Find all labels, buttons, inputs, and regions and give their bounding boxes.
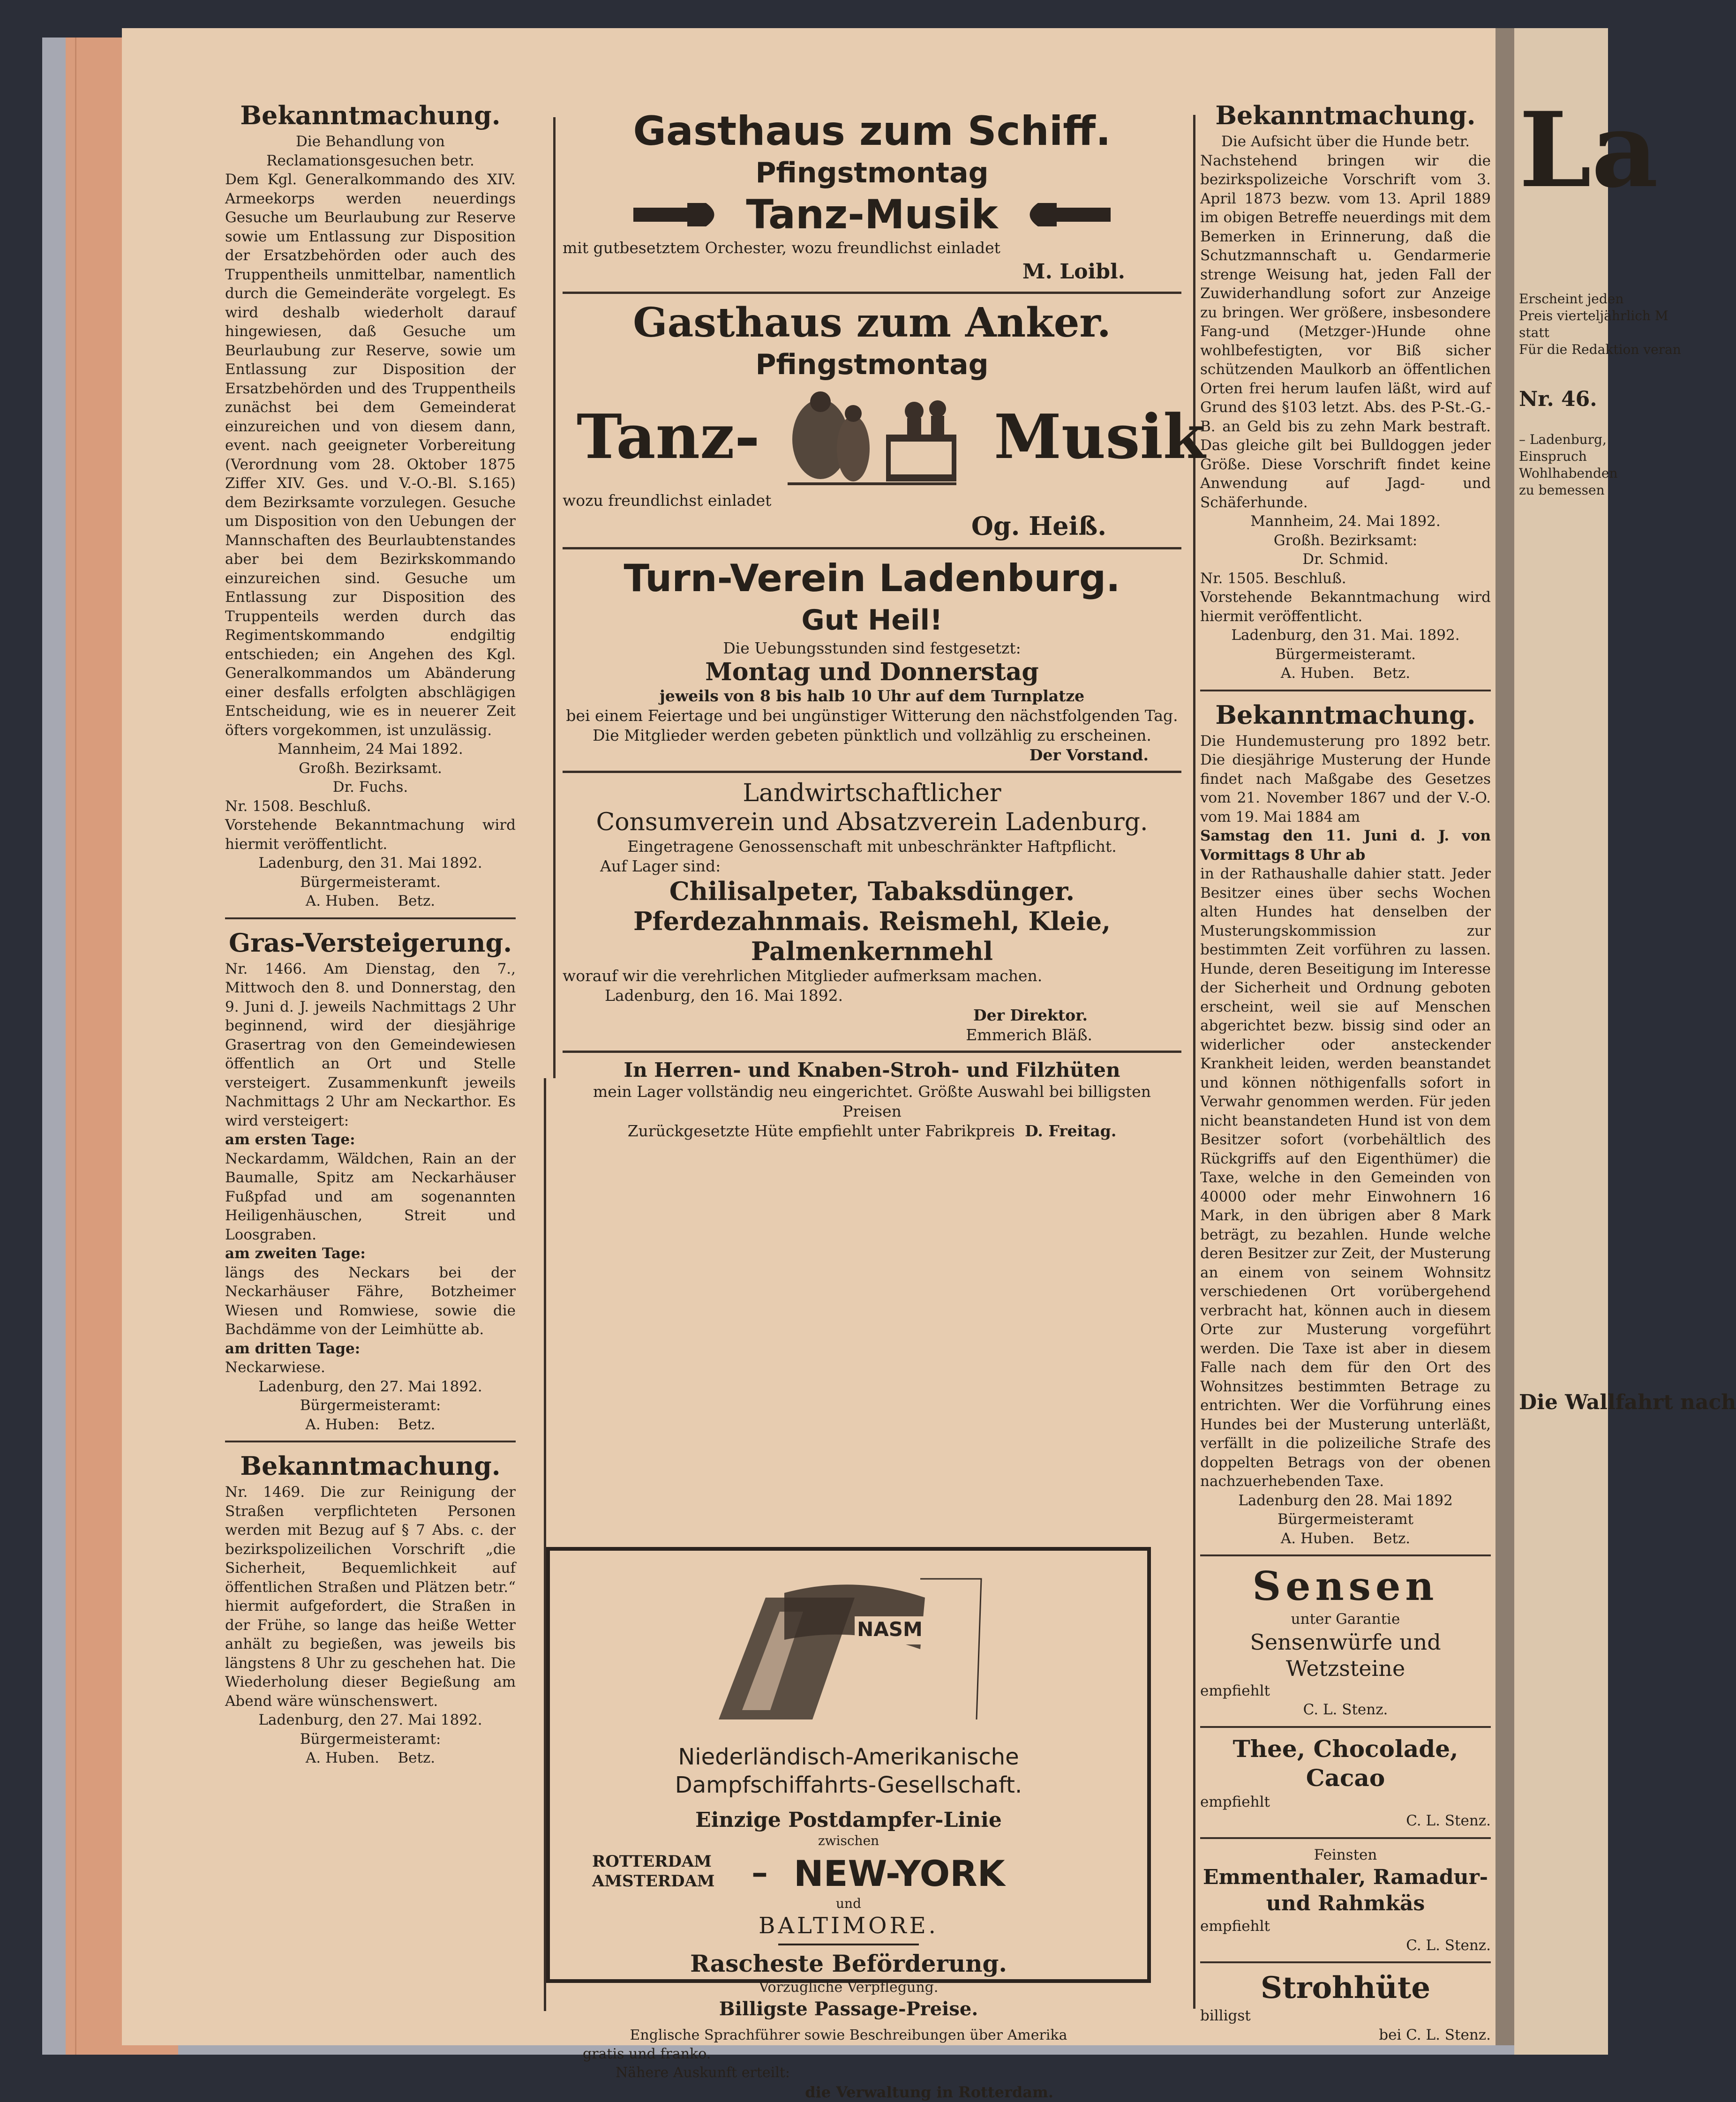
notice-office: Bürgermeisteramt. bbox=[300, 873, 441, 891]
notice-gras bbox=[225, 926, 516, 1434]
divider bbox=[225, 917, 516, 919]
divider bbox=[1200, 1837, 1491, 1839]
destination-baltimore: BALTIMORE. bbox=[759, 1913, 939, 1939]
divider bbox=[1200, 1961, 1491, 1963]
notice-office: Großh. Bezirksamt: bbox=[1273, 532, 1418, 549]
masthead-line: Preis vierteljährlich M bbox=[1519, 308, 1668, 323]
notice-body: Nachstehend bringen wir die bezirkspolizeiche Vorschrift vom 3. April 1873 bezw. vom 13. April 1889 im obigen Betreffe neuerdings mit dem Bemerken in Erinnerung, daß die Schutzmannschaft u. Gendarmerie strenge Weisung hat, jeden Fall der Zuwiderhandlung sofort zur Anzeige zu bringen. Wer größere, insbesondere Fang-und (Metzger-)Hunde ohne wohlbefestigten, vor Biß sicher schützenden Maulkorb an öffentlichen Orten frei herum laufen läßt, wird auf Grund des §103 letzt. Abs. des P-St.-G.-B. an Geld bis zu zehn Mark bestraft. Das gleiche gilt bei Bulldoggen jeder Größe. Diese Vorschrift findet keine Anwendung auf Jagd- und Schäferhunde. bbox=[1200, 152, 1491, 511]
price-note: Billigste Passage-Preise. bbox=[719, 1998, 978, 2020]
info-note: Nähere Auskunft erteilt: bbox=[616, 2064, 790, 2081]
ad-consumverein bbox=[563, 779, 1181, 1045]
ad-role: Der Direktor. bbox=[973, 1006, 1088, 1024]
middle-column bbox=[563, 108, 1206, 1141]
ad-title: Gasthaus zum Anker. bbox=[633, 299, 1111, 346]
issue-number: Nr. 46. bbox=[1519, 387, 1597, 411]
destination-newyork: NEW-YORK bbox=[794, 1853, 1005, 1894]
column-rule-left-top bbox=[553, 117, 556, 1078]
food-note: Vorzügliche Verpflegung. bbox=[759, 1979, 939, 1996]
day-text: längs des Neckars bei der Neckarhäuser Fähre, Botzheimer Wiesen und Romwiese, sowie die Bachdämme von der Leimhütte ab. bbox=[225, 1264, 516, 1338]
ad-signer: Emmerich Bläß. bbox=[966, 1026, 1092, 1044]
ad-day: Pfingstmontag bbox=[755, 157, 989, 189]
ad-date: Ladenburg, den 16. Mai 1892. bbox=[605, 986, 843, 1005]
ad-goods: Pferdezahnmais. Reismehl, Kleie, bbox=[633, 906, 1111, 936]
divider bbox=[563, 1051, 1181, 1053]
left-column bbox=[225, 98, 516, 1768]
ad-title: Consumverein und Absatzverein Ladenburg. bbox=[596, 808, 1148, 836]
ad-sensen bbox=[1200, 1563, 1491, 1719]
notice-subject: Die Aufsicht über die Hunde betr. bbox=[1221, 133, 1470, 150]
notice-signer: A. Huben. bbox=[305, 1749, 379, 1766]
day-label: am ersten Tage: bbox=[225, 1131, 355, 1148]
ad-day: Pfingstmontag bbox=[755, 348, 989, 381]
line-name: Einzige Postdampfer-Linie bbox=[695, 1808, 1002, 1832]
notice-when: Samstag den 11. Juni d. J. von Vormittags 8 Uhr ab bbox=[1200, 827, 1491, 863]
notice-date: Ladenburg, den 31. Mai 1892. bbox=[258, 855, 482, 871]
notice-body: Nr. 1469. Die zur Reinigung der Straßen verpflichteten Personen werden mit Bezug auf § 7 Abs. c. der bezirkspolizeilichen Vorschrift „die Sicherheit, Bequemlichkeit auf öffentlichen Straßen und Plätzen betr.“ hiermit aufgefordert, die Straßen in der Frühe, so lange das heiße Wetter anhält zu begießen, was jeweils bis längstens 8 Uhr zu geschehen hat. Die Wiederholung dieser Begießung am Abend wäre wünschenswert. bbox=[225, 1484, 516, 1710]
ad-recommends: empfiehlt bbox=[1200, 1793, 1270, 1810]
day-label: am zweiten Tage: bbox=[225, 1245, 366, 1262]
ad-signer: D. Freitag. bbox=[1024, 1122, 1117, 1140]
route-dash: – bbox=[752, 1853, 768, 1892]
ad-signer: bei C. L. Stenz. bbox=[1379, 2026, 1491, 2043]
notice-title: Bekanntmachung. bbox=[1215, 699, 1476, 730]
ad-stock: Auf Lager sind: bbox=[600, 857, 721, 875]
notice-subject: Die Behandlung von Reclamationsgesuchen betr. bbox=[266, 133, 474, 169]
snippet-line: Einspruch bbox=[1519, 449, 1587, 464]
ad-turnverein bbox=[563, 555, 1181, 765]
ad-title: Landwirtschaftlicher bbox=[743, 779, 1001, 807]
ad-recommends: empfiehlt bbox=[1200, 1918, 1270, 1935]
and-label: und bbox=[836, 1896, 861, 1911]
ad-recommends: empfiehlt bbox=[1200, 1682, 1270, 1699]
notice-signer: Dr. Schmid. bbox=[1302, 551, 1389, 568]
ad-title: Thee, Chocolade, Cacao bbox=[1232, 1734, 1458, 1792]
divider bbox=[225, 1441, 516, 1442]
free-note: gratis und franko. bbox=[583, 2046, 711, 2062]
steamship-illustration bbox=[700, 1569, 991, 1724]
ad-greeting: Gut Heil! bbox=[801, 604, 943, 637]
dancers-illustration bbox=[778, 383, 961, 491]
snippet-line: Wohlhabenden bbox=[1519, 465, 1618, 481]
divider bbox=[1200, 1554, 1491, 1556]
ad-time: jeweils von 8 bis halb 10 Uhr auf dem Turnplatze bbox=[659, 687, 1085, 705]
notice-decree: Nr. 1508. Beschluß. bbox=[225, 797, 371, 815]
day-text: Neckardamm, Wäldchen, Rain an der Baumalle, Spitz am Neckarhäuser Fußpfad und am sogenannten Heiligenhäuschen, Streit und Loosgraben. bbox=[225, 1150, 516, 1243]
divider bbox=[563, 547, 1181, 549]
ad-text: Zurückgesetzte Hüte empfiehlt unter Fabrikpreis bbox=[627, 1122, 1015, 1140]
ad-gasthaus-anker bbox=[563, 299, 1206, 541]
ad-event-left: Tanz- bbox=[577, 401, 760, 473]
ad-title: Gasthaus zum Schiff. bbox=[633, 108, 1111, 155]
ad-event: Tanz-Musik bbox=[746, 191, 998, 238]
ad-signer: C. L. Stenz. bbox=[1406, 1937, 1491, 1954]
notice-title: Bekanntmachung. bbox=[1215, 100, 1476, 130]
notice-office: Großh. Bezirksamt. bbox=[299, 759, 442, 777]
snippet-line: zu bemessen bbox=[1519, 482, 1605, 498]
notice-title: Gras-Versteigerung. bbox=[228, 927, 512, 958]
ad-title: In Herren- und Knaben-Stroh- und Filzhüten bbox=[624, 1059, 1120, 1081]
fast-delivery: Raschestе Beförderung. bbox=[690, 1950, 1007, 1977]
ad-strohhuete bbox=[1200, 1970, 1491, 2044]
notice-office: Bürgermeisteramt: bbox=[300, 1730, 441, 1748]
next-page-content bbox=[1519, 89, 1736, 1416]
day-label: am dritten Tage: bbox=[225, 1340, 361, 1357]
snippet-line: – Ladenburg, bbox=[1519, 432, 1607, 447]
ad-line: Die Uebungsstunden sind festgesetzt: bbox=[723, 639, 1021, 657]
notice-signer: Dr. Fuchs. bbox=[332, 779, 408, 796]
notice-streets bbox=[225, 1449, 516, 1768]
notice-signer: A. Huben. bbox=[1280, 1530, 1354, 1547]
company-name: Dampfschiffahrts-Gesellschaft. bbox=[675, 1772, 1022, 1798]
notice-decree-text: Vorstehende Bekanntmachung wird hiermit veröffentlicht. bbox=[225, 817, 516, 853]
ad-text: wozu freundlichst einladet bbox=[563, 491, 772, 510]
notice-title: Bekanntmachung. bbox=[240, 100, 501, 130]
pointing-hand-left-icon bbox=[1019, 201, 1113, 229]
ad-finest: Feinsten bbox=[1314, 1846, 1377, 1863]
ad-note: bei einem Feiertage und bei ungünstiger Witterung den nächstfolgenden Tag. bbox=[566, 706, 1178, 725]
notice-dogs bbox=[1200, 98, 1491, 683]
right-column bbox=[1200, 98, 1491, 2044]
ad-title: Sensen bbox=[1252, 1563, 1439, 1609]
ad-signer: Og. Heiß. bbox=[971, 511, 1106, 541]
notice-place-date: Mannheim, 24 Mai 1892. bbox=[278, 741, 463, 758]
pointing-hand-right-icon bbox=[631, 201, 725, 229]
notice-suffix: Betz. bbox=[398, 1749, 436, 1766]
ship-line-ad bbox=[546, 1547, 1151, 2101]
notice-decree: Nr. 1505. Beschluß. bbox=[1200, 570, 1346, 587]
ad-signer: M. Loibl. bbox=[1022, 260, 1125, 284]
guides-note: Englische Sprachführer sowie Beschreibungen über Amerika bbox=[630, 2027, 1067, 2043]
notice-suffix: Betz. bbox=[398, 1416, 436, 1433]
ad-title: Emmenthaler, Ramadur-und Rahmkäs bbox=[1202, 1865, 1488, 1915]
ad-text: mein Lager vollständig neu eingerichtet. Größte Auswahl bei billigsten Preisen bbox=[593, 1082, 1151, 1120]
flag-label: NASM bbox=[857, 1618, 923, 1641]
ad-event-right: Musik bbox=[994, 401, 1206, 473]
between-label: zwischen bbox=[818, 1833, 879, 1848]
notice-signer: A. Huben: bbox=[305, 1416, 380, 1433]
port-amsterdam: AMSTERDAM bbox=[592, 1872, 715, 1891]
page-edge-line bbox=[75, 38, 76, 2055]
notice-suffix: Betz. bbox=[1373, 665, 1411, 682]
masthead-line: Erscheint jeden bbox=[1519, 291, 1624, 307]
notice-title: Bekanntmachung. bbox=[240, 1451, 501, 1481]
notice-date: Ladenburg, den 31. Mai. 1892. bbox=[1231, 627, 1460, 644]
ad-title: Turn-Verein Ladenburg. bbox=[624, 556, 1120, 600]
notice-office: Bürgermeisteramt. bbox=[1275, 646, 1416, 663]
ad-gasthaus-schiff bbox=[563, 108, 1181, 286]
ad-items: Sensenwürfe und Wetzsteine bbox=[1250, 1629, 1441, 1681]
masthead: La bbox=[1519, 89, 1659, 210]
masthead-line: statt bbox=[1519, 325, 1549, 340]
column-rule-right bbox=[1193, 115, 1195, 2009]
day-text: Neckarwiese. bbox=[225, 1359, 325, 1376]
notice-date: Ladenburg, den 27. Mai 1892. bbox=[258, 1378, 482, 1395]
notice-body: in der Rathaushalle dahier statt. Jeder Besitzer eines über sechs Wochen alten Hundes hat denselben der Musterungskommission zur bestimmten Zeit vorführen zu lassen. Hunde, deren Beseitigung im Interesse der Sicherheit und Ordnung geboten erscheint, weil sie auf Menschen abgerichtet bezw. bissig sind oder an widerlicher oder ansteckender Krankheit leiden, werden beanstandet und können nöthigenfalls sofort in Verwahr genommen werden. Für jeden nicht beanstandeten Hund ist von dem Besitzer sofort (vorbehältlich des Rückgriffs auf den Eigenthümer) die Taxe, welche in den Gemeinden von 40000 oder mehr Einwohnern 16 Mark, in den übrigen aber 8 Mark beträgt, zu bezahlen. Hunde welche deren Besitzer zur Zeit, der Musterung an einem von seinem Wohnsitz verschiedenen Ort vorübergehend verbracht hat, können auch in diesem Orte zur Musterung vorgeführt werden. Die Taxe ist aber in diesem Falle nach dem für den Ort des Wohnsitzes bestimmten Betrage zu entrichten. Wer die Vorführung eines Hundes bei der Musterung unterläßt, verfällt in die polizeiliche Strafe des doppelten Betrags von der obenen nachzuerhebenden Taxe. bbox=[1200, 865, 1491, 1490]
admin-note: die Verwaltung in Rotterdam. bbox=[805, 2083, 1053, 2101]
notice-body: Nr. 1466. Am Dienstag, den 7., Mittwoch den 8. und Donnerstag, den 9. Juni d. J. jeweils Nachmittags 2 Uhr beginnend, wird der diesjährige Grasertrag von den Gemeindewiesen öffentlich an Ort und Stelle versteigert. Zusammenkunft jeweils Nachmittags 2 Uhr am Neckarthor. Es wird versteigert: bbox=[225, 960, 516, 1129]
ad-sub: unter Garantie bbox=[1291, 1611, 1400, 1628]
ad-signer: C. L. Stenz. bbox=[1406, 1812, 1491, 1829]
ad-title: Strohhüte bbox=[1260, 1970, 1431, 2005]
divider bbox=[563, 292, 1181, 294]
notice-suffix: Betz. bbox=[1373, 1530, 1411, 1547]
divider bbox=[1200, 1726, 1491, 1728]
notice-date: Ladenburg den 28. Mai 1892 bbox=[1238, 1492, 1453, 1509]
notice-reclamation bbox=[225, 98, 516, 911]
ad-hats-freitag bbox=[563, 1059, 1181, 1141]
notice-body: Dem Kgl. Generalkommando des XIV. Armeekorps werden neuerdings Gesuche um Beurlaubung zur Reserve sowie um Entlassung zur Disposition der Ersatzbehörden oder auch des Truppentheils unmittelbar, namentlich durch die Gemeinderäte vorgelegt. Es wird deshalb wiederholt darauf hingewiesen, daß Gesuche um Beurlaubung zur Reserve, sowie um Entlassung zur Disposition der Ersatzbehörden und des Truppentheils zunächst bei dem Gemeinderat einzureichen und von diesem dann, event. nach geeigneter Vorbereitung (Verordnung vom 28. Oktober 1875 Ziffer XIV. Ges. und V.-O.-Bl. S.165) dem Bezirksamte vorzulegen. Gesuche um Disposition von den Uebungen der Mannschaften des Beurlaubtenstandes aber bei dem Bezirkskommando einzureichen sind. Gesuche um Entlassung zur Disposition des Truppenteils werden durch das Regimentskommando endgiltig entschieden; ein Angehen des Kgl. Generalkommandos um Abänderung einer desfalls erfolgten abschlägigen Entscheidung, wie es in neuerer Zeit öfters vorgekommen, ist unzulässig. bbox=[225, 171, 516, 739]
ad-kaese bbox=[1200, 1846, 1491, 1955]
ad-thee bbox=[1200, 1734, 1491, 1831]
headline: Die Wallfahrt nach bbox=[1519, 1390, 1736, 1414]
divider bbox=[563, 771, 1181, 773]
ad-note: Die Mitglieder werden gebeten pünktlich und vollzählig zu erscheinen. bbox=[593, 726, 1151, 744]
divider bbox=[1200, 690, 1491, 691]
port-rotterdam: ROTTERDAM bbox=[592, 1852, 712, 1871]
ad-cheap: billigst bbox=[1200, 2007, 1251, 2024]
notice-signer: A. Huben. bbox=[305, 893, 379, 909]
notice-body: Die Hundemusterung pro 1892 betr. Die diesjährige Musterung der Hunde findet nach Maßgabe des Gesetzes vom 21. November 1867 und der V.-O. vom 19. Mai 1884 am bbox=[1200, 732, 1491, 826]
masthead-line: Für die Redaktion veran bbox=[1519, 342, 1681, 357]
notice-place-date: Mannheim, 24. Mai 1892. bbox=[1250, 513, 1441, 530]
ad-days: Montag und Donnerstag bbox=[705, 658, 1039, 686]
ad-reg: Eingetragene Genossenschaft mit unbeschränkter Haftpflicht. bbox=[627, 837, 1117, 856]
notice-office: Bürgermeisteramt bbox=[1277, 1511, 1414, 1528]
notice-dog-muster bbox=[1200, 698, 1491, 1548]
company-name: Niederländisch-Amerikanische bbox=[678, 1744, 1019, 1770]
ad-signer: Der Vorstand. bbox=[1029, 746, 1149, 764]
ad-text: mit gutbesetztem Orchester, wozu freundlichst einladet bbox=[563, 239, 1000, 257]
notice-date: Ladenburg, den 27. Mai 1892. bbox=[258, 1712, 482, 1728]
notice-suffix: Betz. bbox=[398, 893, 436, 909]
notice-decree-text: Vorstehende Bekanntmachung wird hiermit veröffentlicht. bbox=[1200, 589, 1491, 625]
ad-text: worauf wir die verehrlichen Mitglieder aufmerksam machen. bbox=[563, 967, 1043, 985]
notice-signer: A. Huben. bbox=[1280, 665, 1354, 682]
ad-goods: Palmenkernmehl bbox=[751, 936, 993, 966]
notice-office: Bürgermeisteramt: bbox=[300, 1397, 441, 1414]
ad-signer: C. L. Stenz. bbox=[1303, 1701, 1388, 1718]
ad-goods: Chilisalpeter, Tabaksdünger. bbox=[669, 876, 1075, 906]
divider bbox=[778, 1944, 919, 1945]
